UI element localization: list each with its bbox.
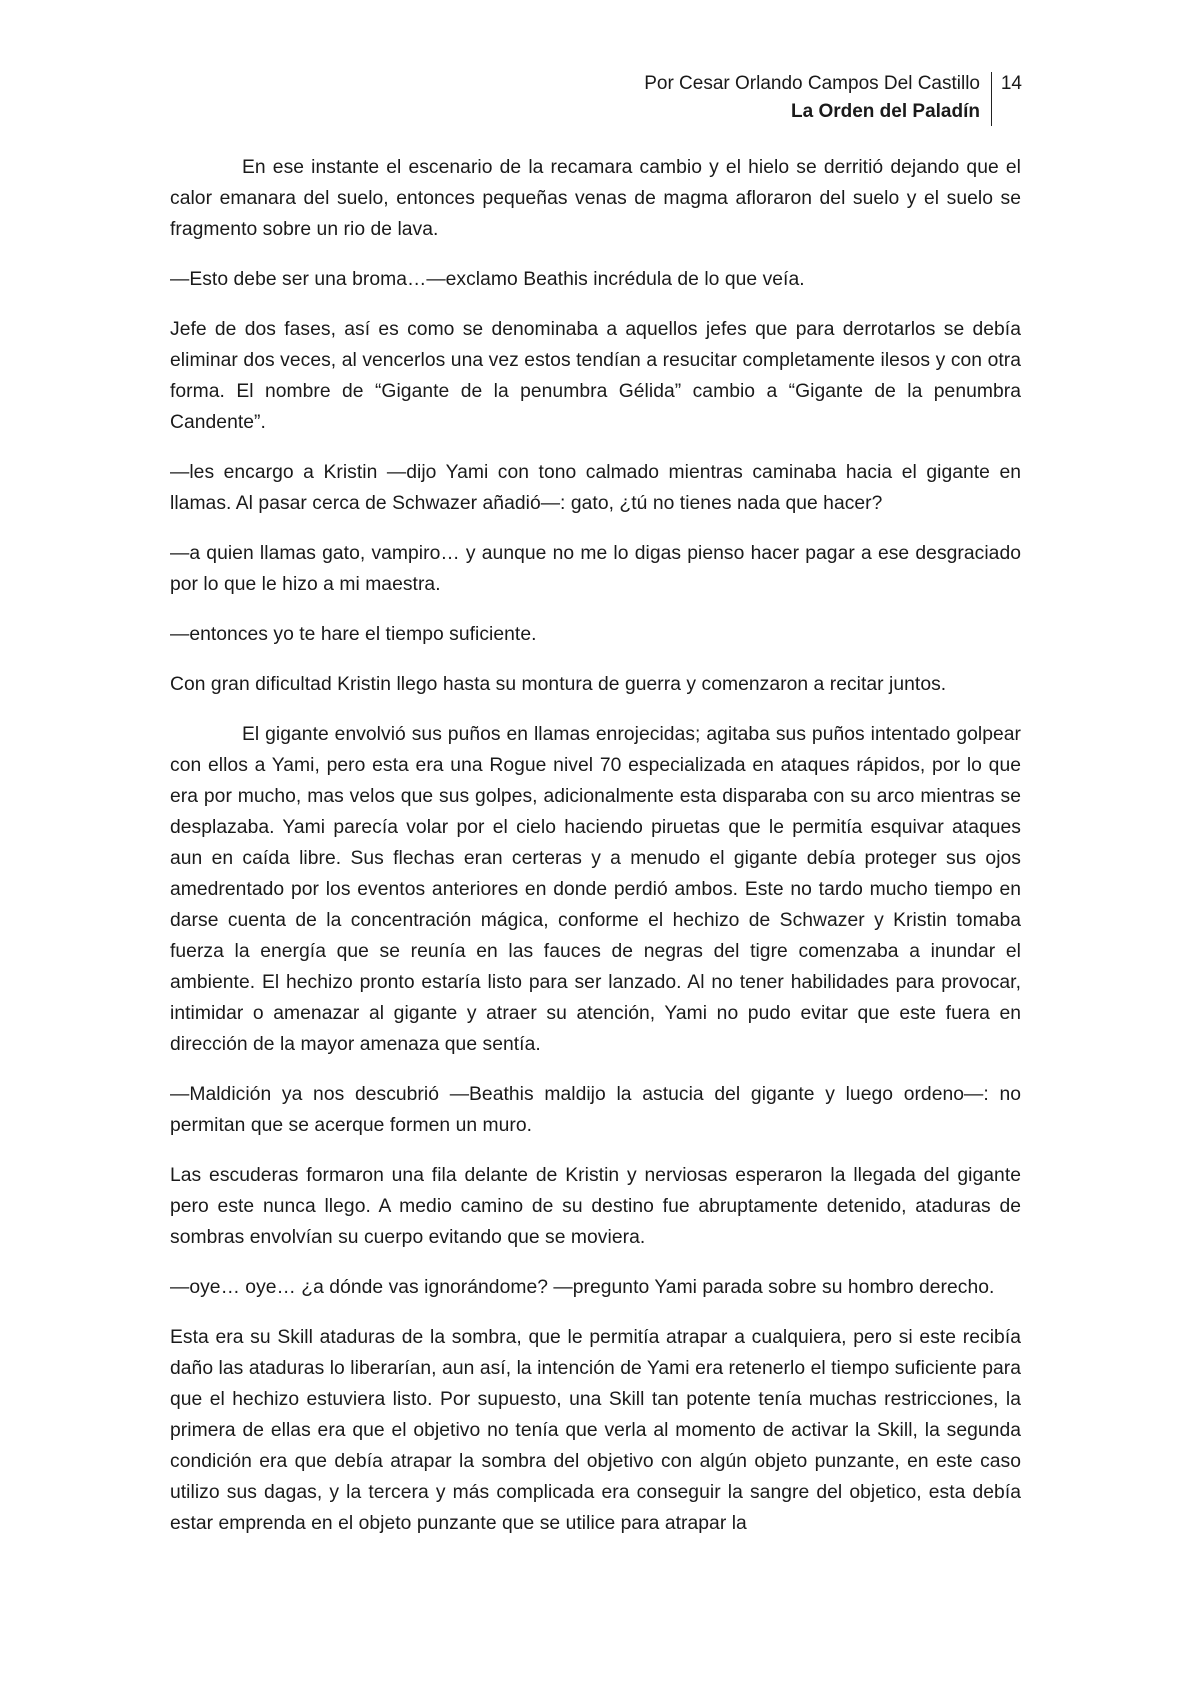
paragraph: El gigante envolvió sus puños en llamas enrojecidas; agitaba sus puños intentado golpear con ellos a Yami, pero esta era una Rogue nivel 70 especializada en ataques rápidos, por lo que era por mucho, mas velos que sus golpes, adicionalmente esta disparaba con su arco mientras se desplazaba. Yami parecía volar por el cielo haciendo piruetas que le permitía esquivar ataques aun en caída libre. Sus flechas eran certeras y a menudo el gigante debía proteger sus ojos amedrentado por los eventos anteriores en donde perdió ambos. Este no tardo mucho tiempo en darse cuenta de la concentración mágica, conforme el hechizo de Schwazer y Kristin tomaba fuerza la energía que se reunía en las fauces de negras del tigre comenzaba a inundar el ambiente. El hechizo pronto estaría listo para ser lanzado. Al no tener habilidades para provocar, intimidar o amenazar al gigante y atraer su atención, Yami no pudo evitar que este fuera en dirección de la mayor amenaza que sentía. <box>170 724 1021 1055</box>
paragraph: —a quien llamas gato, vampiro… y aunque no me lo digas pienso hacer pagar a ese desgraciado por lo que le hizo a mi maestra. <box>170 543 1021 595</box>
body-text <box>170 152 1021 1558</box>
paragraph: Esta era su Skill ataduras de la sombra, que le permitía atrapar a cualquiera, pero si este recibía daño las ataduras lo liberarían, aun así, la intención de Yami era retenerlo el tiempo suficiente para que el hechizo estuviera listo. Por supuesto, una Skill tan potente tenía muchas restricciones, la primera de ellas era que el objetivo no tenía que verla al momento de activar la Skill, la segunda condición era que debía atrapar la sombra del objetivo con algún objeto punzante, en este caso utilizo sus dagas, y la tercera y más complicada era conseguir la sangre del objetico, esta debía estar emprenda en el objeto punzante que se utilice para atrapar la <box>170 1327 1021 1534</box>
header-author: Por Cesar Orlando Campos Del Castillo <box>644 73 980 94</box>
page-number: 14 <box>1000 73 1022 94</box>
paragraph: —les encargo a Kristin —dijo Yami con tono calmado mientras caminaba hacia el gigante en llamas. Al pasar cerca de Schwazer añadió—: gato, ¿tú no tienes nada que hacer? <box>170 462 1021 514</box>
paragraph: —Maldición ya nos descubrió —Beathis maldijo la astucia del gigante y luego ordeno—: no permitan que se acerque formen un muro. <box>170 1084 1021 1136</box>
page-header <box>560 70 1022 126</box>
header-divider <box>991 72 992 126</box>
paragraph: Jefe de dos fases, así es como se denominaba a aquellos jefes que para derrotarlos se debía eliminar dos veces, al vencerlos una vez estos tendían a resucitar completamente ilesos y con otra forma. El nombre de “Gigante de la penumbra Gélida” cambio a “Gigante de la penumbra Candente”. <box>170 319 1021 433</box>
paragraph: —entonces yo te hare el tiempo suficiente. <box>170 624 537 645</box>
header-book-title: La Orden del Paladín <box>791 101 980 122</box>
paragraph: Las escuderas formaron una fila delante de Kristin y nerviosas esperaron la llegada del gigante pero este nunca llego. A medio camino de su destino fue abruptamente detenido, ataduras de sombras envolvían su cuerpo evitando que se moviera. <box>170 1165 1021 1248</box>
header-text-block <box>644 70 980 126</box>
paragraph: Con gran dificultad Kristin llego hasta su montura de guerra y comenzaron a recitar juntos. <box>170 674 947 695</box>
paragraph: —oye… oye… ¿a dónde vas ignorándome? —pregunto Yami parada sobre su hombro derecho. <box>170 1277 995 1298</box>
paragraph: —Esto debe ser una broma…—exclamo Beathis incrédula de lo que veía. <box>170 269 805 290</box>
paragraph: En ese instante el escenario de la recamara cambio y el hielo se derritió dejando que el calor emanara del suelo, entonces pequeñas venas de magma afloraron del suelo y el suelo se fragmento sobre un rio de lava. <box>170 157 1021 240</box>
